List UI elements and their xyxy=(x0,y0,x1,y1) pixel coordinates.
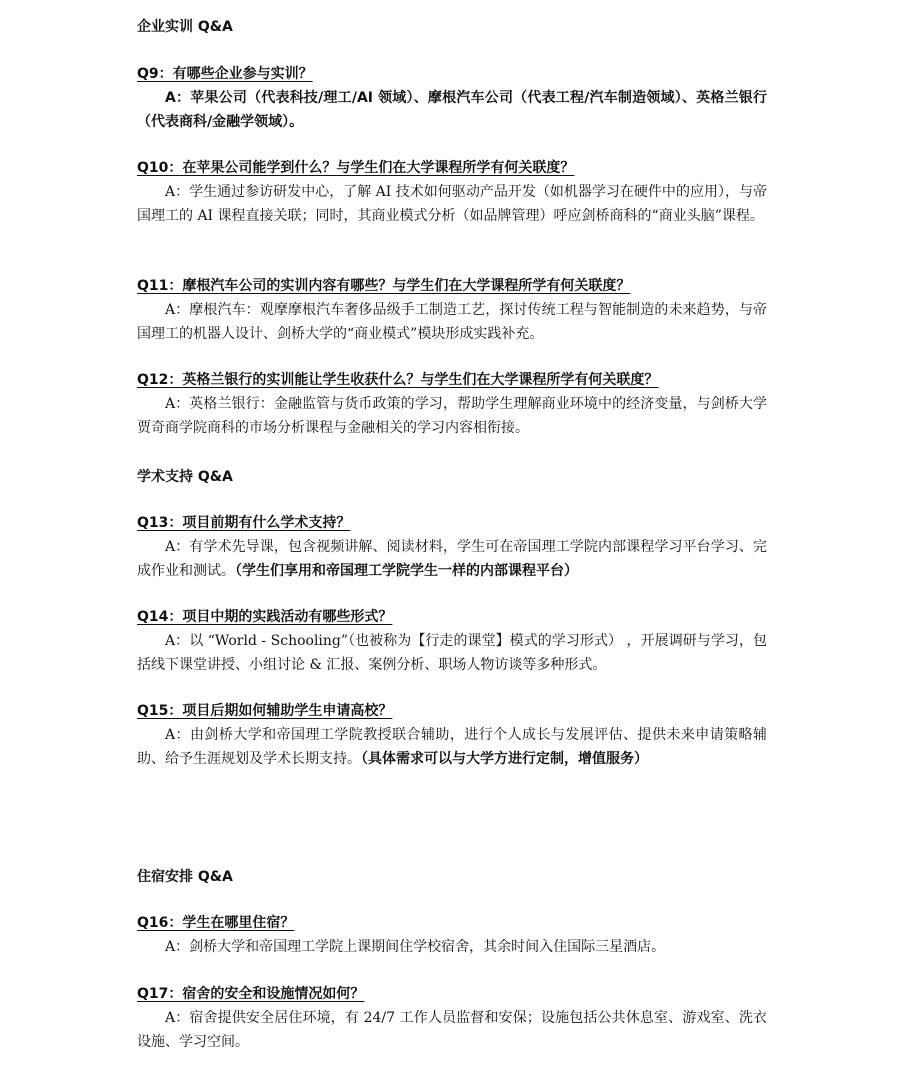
question-q10: Q10：在苹果公司能学到什么？与学生们在大学课程所学有何关联度？ xyxy=(137,160,575,176)
question-q16: Q16：学生在哪里住宿？ xyxy=(137,915,295,931)
answer-q17: A：宿舍提供安全居住环境，有 24/7 工作人员监督和安保；设施包括公共休息室、游戏室、洗衣设施、学习空间。 xyxy=(137,1010,767,1050)
section-title-training: 企业实训 Q&A xyxy=(137,19,233,35)
answer-q9: A：苹果公司（代表科技/理工/AI 领域）、摩根汽车公司（代表工程/汽车制造领域）、英格兰银行（代表商科/金融学领域）。 xyxy=(137,90,767,130)
answer-q13-bold: （学生们享用和帝国理工学院学生一样的内部课程平台） xyxy=(235,562,578,579)
answer-q12: A：英格兰银行：金融监管与货币政策的学习，帮助学生理解商业环境中的经济变量，与剑桥大学贾奇商学院商科的市场分析课程与金融相关的学习内容相衔接。 xyxy=(137,396,767,436)
qa-item-q11 xyxy=(137,275,767,346)
section-title-academic: 学术支持 Q&A xyxy=(137,469,233,485)
answer-q13-text: A：有学术先导课，包含视频讲解、阅读材料，学生可在帝国理工学院内部课程学习平台学习、完成作业和测试。 xyxy=(137,539,767,579)
answer-q16: A：剑桥大学和帝国理工学院上课期间住学校宿舍，其余时间入住国际三星酒店。 xyxy=(165,939,666,955)
question-q13: Q13：项目前期有什么学术支持？ xyxy=(137,515,351,531)
answer-q15-bold: （具体需求可以与大学方进行定制，增值服务） xyxy=(361,750,648,767)
qa-item-q16 xyxy=(137,912,767,960)
section-title-housing: 住宿安排 Q&A xyxy=(137,869,233,885)
answer-q10: A：学生通过参访研发中心，了解 AI 技术如何驱动产品开发（如机器学习在硬件中的应用），与帝国理工的 AI 课程直接关联；同时，其商业模式分析（如品牌管理）呼应剑桥商科的“商业头脑”课程。 xyxy=(137,184,767,224)
question-q12: Q12：英格兰银行的实训能让学生收获什么？与学生们在大学课程所学有何关联度？ xyxy=(137,372,659,388)
answer-q14: A：以 “World - Schooling”（也被称为【行走的课堂】模式的学习形式） ，开展调研与学习，包括线下课堂讲授、小组讨论 & 汇报、案例分析、职场人物访谈等多种形式。 xyxy=(137,633,767,673)
question-q9: Q9：有哪些企业参与实训？ xyxy=(137,66,313,82)
qa-item-q13 xyxy=(137,512,767,583)
question-q11: Q11：摩根汽车公司的实训内容有哪些？与学生们在大学课程所学有何关联度？ xyxy=(137,278,631,294)
question-q14: Q14：项目中期的实践活动有哪些形式？ xyxy=(137,609,393,625)
qa-item-q15 xyxy=(137,700,767,771)
question-q17: Q17：宿舍的安全和设施情况如何？ xyxy=(137,986,365,1002)
qa-item-q14 xyxy=(137,606,767,677)
qa-item-q9 xyxy=(137,63,767,134)
answer-q11: A：摩根汽车：观摩摩根汽车奢侈品级手工制造工艺，探讨传统工程与智能制造的未来趋势，与帝国理工的机器人设计、剑桥大学的“商业模式”模块形成实践补充。 xyxy=(137,302,767,342)
answer-q15-text: A：由剑桥大学和帝国理工学院教授联合辅助，进行个人成长与发展评估、提供未来申请策略辅助、给予生涯规划及学术长期支持。 xyxy=(137,727,767,767)
answer-q13 xyxy=(137,536,767,583)
question-q15: Q15：项目后期如何辅助学生申请高校？ xyxy=(137,703,393,719)
qa-item-q10 xyxy=(137,157,767,228)
qa-item-q12 xyxy=(137,369,767,440)
qa-item-q17 xyxy=(137,983,767,1054)
answer-q15 xyxy=(137,724,767,771)
